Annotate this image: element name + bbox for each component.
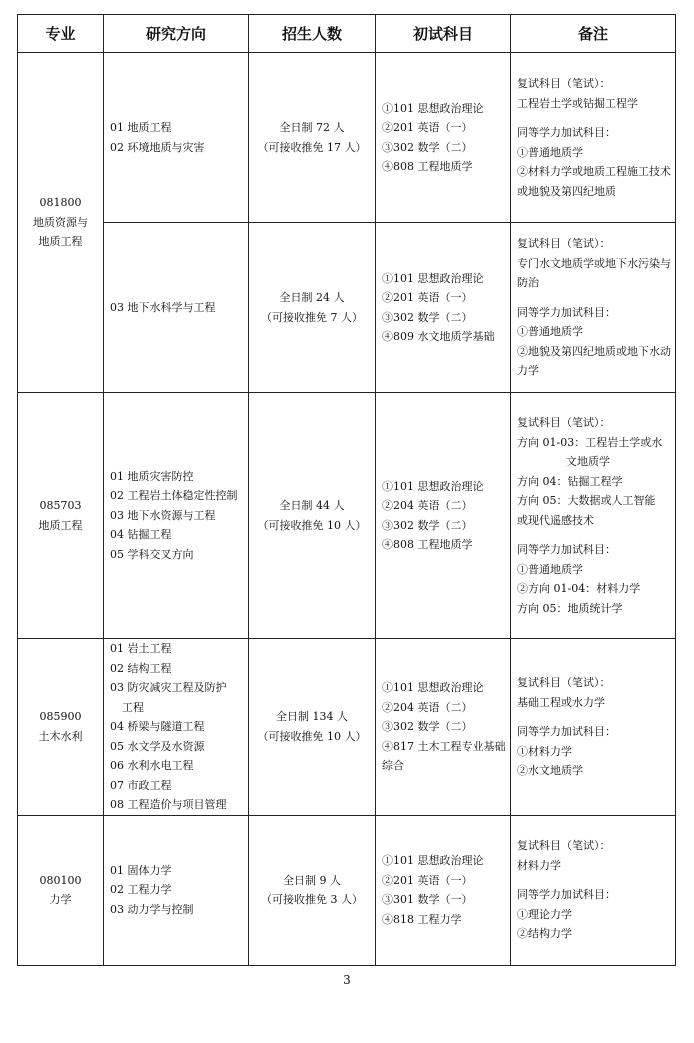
retest-title: 复试科目（笔试）： [517,676,611,689]
direction-item: 01 固体力学 [110,863,172,877]
extra-title: 同等学力加试科目： [517,543,616,556]
extra-item: ②方向 01-04：材料力学 [517,582,641,595]
quota-exempt: （可接收推免 10 人） [257,729,367,743]
directions-cell [104,815,249,965]
major-name: 地质工程 [38,518,83,532]
extra-title: 同等学力加试科目： [517,888,616,902]
direction-item: 06 水利水电工程 [110,759,194,772]
direction-item: 03 动力学与控制 [110,902,194,916]
major-cell [18,53,104,393]
retest-title: 复试科目（笔试）： [517,77,611,90]
extra-item: ②材料力学或地质工程施工技术或地貌及第四纪地质 [517,165,671,198]
directions-cell [104,53,249,223]
quota-cell [249,223,376,393]
subject-item: ②201 英语（一） [382,873,473,887]
table-row [18,53,676,223]
subjects-cell [376,393,511,639]
notes-cell [511,639,676,816]
notes-cell [511,815,676,965]
directions-cell [104,639,249,816]
direction-item: 05 学科交叉方向 [110,547,194,561]
retest-item: 文地质学 [566,455,610,468]
quota-cell [249,53,376,223]
quota-exempt: （可接收推免 7 人） [261,310,363,324]
header-row [18,15,676,53]
direction-item: 工程 [122,700,144,714]
direction-item: 03 防灾减灾工程及防护 [110,681,227,694]
subjects-cell [376,53,511,223]
direction-item: 03 地下水资源与工程 [110,508,216,522]
direction-item: 02 工程岩土体稳定性控制 [110,489,238,503]
notes-cell [511,393,676,639]
header-major: 专业 [18,15,104,53]
table-row [18,393,676,639]
subject-item: ①101 思想政治理论 [382,101,484,115]
header-quota: 招生人数 [249,15,376,53]
major-cell [18,815,104,965]
extra-item: ①普通地质学 [517,562,583,576]
direction-item: 02 环境地质与灾害 [110,140,205,154]
direction-item: 07 市政工程 [110,778,172,792]
retest-item: 基础工程或水力学 [517,695,605,709]
subject-item: ③302 数学（二） [382,518,473,532]
extra-item: ②地貌及第四纪地质或地下水动力学 [517,344,671,378]
direction-item: 01 岩土工程 [110,642,172,655]
major-name: 地质资源与 [33,215,88,229]
retest-title: 复试科目（笔试）： [517,416,611,429]
major-code: 085900 [39,710,82,724]
major-cell [18,393,104,639]
major-name: 地质工程 [38,235,83,249]
table-row [18,223,676,393]
extra-item: ①普通地质学 [517,325,583,339]
direction-item: 01 地质工程 [110,121,172,134]
subject-item: ④808 工程地质学 [382,538,473,551]
direction-item: 08 工程造价与项目管理 [110,798,227,811]
subject-item: ②204 英语（二） [382,499,473,512]
extra-item: 方向 05：地质统计学 [517,601,623,615]
extra-item: ①理论力学 [517,907,572,921]
quota-cell [249,815,376,965]
quota-full-time: 全日制 24 人 [279,291,345,304]
subject-item: ③301 数学（一） [382,893,473,906]
subject-item: ③302 数学（二） [382,720,473,733]
subjects-cell [376,815,511,965]
subject-item: ①101 思想政治理论 [382,479,484,493]
subject-item: ④817 土木工程专业基础综合 [382,739,506,772]
major-code: 085703 [39,499,82,512]
page-number: 3 [343,973,351,987]
retest-item: 方向 04：钻掘工程学 [517,474,623,488]
directions-cell [104,223,249,393]
direction-item: 02 结构工程 [110,661,172,675]
header-notes: 备注 [511,15,676,53]
quota-cell [249,639,376,816]
retest-item: 或现代遥感技术 [517,513,594,527]
direction-item: 05 水文学及水资源 [110,739,205,753]
major-cell [18,639,104,816]
quota-full-time: 全日制 44 人 [279,499,345,512]
quota-cell [249,393,376,639]
retest-item: 方向 05：大数据或人工智能 [517,494,656,507]
notes-cell [511,223,676,393]
retest-item: 方向 01-03：工程岩土学或水 [517,435,663,449]
extra-item: ②结构力学 [517,927,572,941]
retest-item: 材料力学 [517,858,561,872]
subject-item: ④809 水文地质学基础 [382,330,495,343]
major-code: 081800 [39,196,82,210]
direction-item: 04 桥梁与隧道工程 [110,720,205,733]
subject-item: ①101 思想政治理论 [382,681,484,694]
subject-item: ③302 数学（二） [382,310,473,324]
quota-exempt: （可接收推免 17 人） [257,140,367,154]
subject-item: ①101 思想政治理论 [382,271,484,285]
subject-item: ④808 工程地质学 [382,160,473,173]
quota-full-time: 全日制 72 人 [279,121,345,134]
direction-item: 03 地下水科学与工程 [110,300,216,314]
extra-item: ①普通地质学 [517,145,583,159]
extra-title: 同等学力加试科目： [517,126,616,139]
subject-item: ③302 数学（二） [382,140,473,154]
table-row [18,815,676,965]
extra-title: 同等学力加试科目： [517,725,616,738]
extra-item: ②水文地质学 [517,764,583,777]
direction-item: 01 地质灾害防控 [110,469,194,483]
retest-title: 复试科目（笔试）： [517,237,611,251]
header-exam-subjects: 初试科目 [376,15,511,53]
major-name: 土木水利 [38,729,83,743]
major-name: 力学 [49,893,72,906]
quota-exempt: （可接收推免 10 人） [257,518,367,532]
extra-title: 同等学力加试科目： [517,305,616,319]
table-row [18,639,676,816]
direction-item: 04 钻掘工程 [110,528,172,542]
retest-item: 专门水文地质学或地下水污染与防治 [517,256,671,290]
subjects-cell [376,223,511,393]
quota-exempt: （可接收推免 3 人） [261,893,363,906]
notes-cell [511,53,676,223]
subject-item: ②201 英语（一） [382,291,473,304]
header-direction: 研究方向 [104,15,249,53]
subject-item: ②204 英语（二） [382,700,473,714]
subject-item: ①101 思想政治理论 [382,854,484,867]
retest-title: 复试科目（笔试）： [517,839,611,853]
admissions-table [17,14,676,966]
direction-item: 02 工程力学 [110,883,172,897]
retest-item: 工程岩土学或钻掘工程学 [517,96,638,110]
major-code: 080100 [39,873,82,887]
quota-full-time: 全日制 134 人 [276,710,348,724]
quota-full-time: 全日制 9 人 [283,873,341,887]
directions-cell [104,393,249,639]
subjects-cell [376,639,511,816]
extra-item: ①材料力学 [517,744,572,758]
subject-item: ②201 英语（一） [382,121,473,134]
subject-item: ④818 工程力学 [382,912,462,926]
